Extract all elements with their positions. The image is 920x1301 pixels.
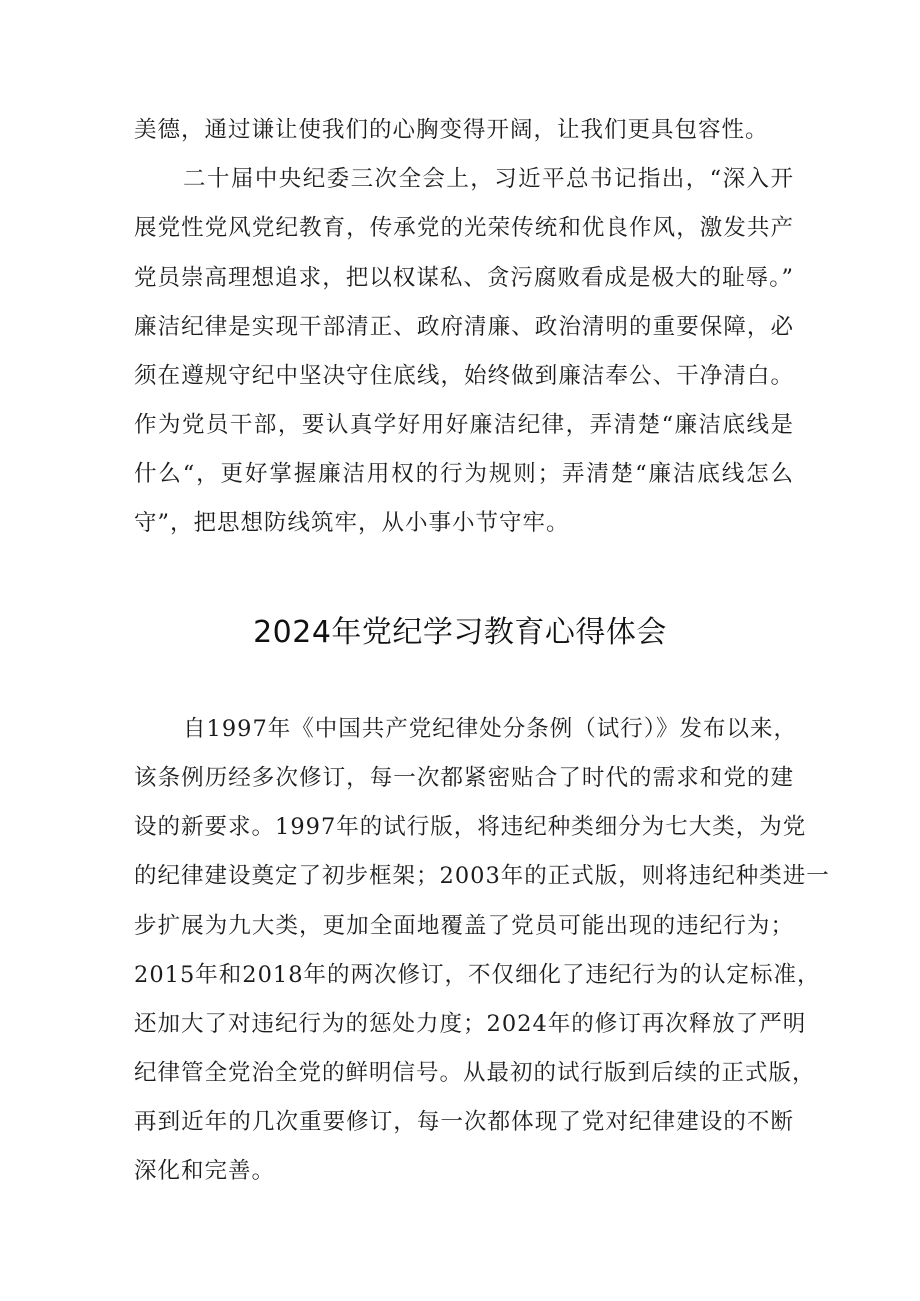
paragraph-line: 深化和完善。 — [134, 1158, 276, 1184]
paragraph-line: 守”，把思想防线筑牢，从小事小节守牢。 — [134, 510, 570, 536]
paragraph-line: 步扩展为九大类，更加全面地覆盖了党员可能出现的违纪行为； — [134, 913, 794, 939]
paragraph-line: 设的新要求。1997年的试行版，将违纪种类细分为七大类，为党 — [134, 814, 807, 840]
paragraph-line: 二十届中央纪委三次全会上，习近平总书记指出，“深入开 — [183, 166, 794, 192]
paragraph-line: 的纪律建设奠定了初步框架；2003年的正式版，则将违纪种类进一 — [134, 863, 830, 889]
section-heading: 2024年党纪学习教育心得体会 — [253, 615, 667, 650]
paragraph-line: 自1997年《中国共产党纪律处分条例（试行）》发布以来， — [183, 716, 798, 742]
paragraph-line: 作为党员干部，要认真学好用好廉洁纪律，弄清楚“廉洁底线是 — [134, 412, 794, 438]
paragraph-line: 再到近年的几次重要修订，每一次都体现了党对纪律建设的不断 — [134, 1109, 794, 1135]
paragraph-line: 纪律管全党治全党的鲜明信号。从最初的试行版到后续的正式版， — [134, 1060, 816, 1086]
paragraph-line: 什么“，更好掌握廉洁用权的行为规则；弄清楚“廉洁底线怎么 — [134, 461, 794, 487]
paragraph-line: 美德，通过谦让使我们的心胸变得开阔，让我们更具包容性。 — [134, 117, 769, 143]
paragraph-line: 2015年和2018年的两次修订，不仅细化了违纪行为的认定标准， — [134, 962, 821, 988]
paragraph-line: 廉洁纪律是实现干部清正、政府清廉、政治清明的重要保障，必 — [134, 314, 794, 340]
paragraph-line: 党员崇高理想追求，把以权谋私、贪污腐败看成是极大的耻辱。” — [134, 265, 794, 291]
paragraph-line: 展党性党风党纪教育，传承党的光荣传统和优良作风，激发共产 — [134, 215, 794, 241]
paragraph-line: 该条例历经多次修订，每一次都紧密贴合了时代的需求和党的建 — [134, 765, 794, 791]
paragraph-line: 须在遵规守纪中坚决守住底线，始终做到廉洁奉公、干净清白。 — [134, 363, 794, 389]
paragraph-line: 还加大了对违纪行为的惩处力度；2024年的修订再次释放了严明 — [134, 1011, 807, 1037]
